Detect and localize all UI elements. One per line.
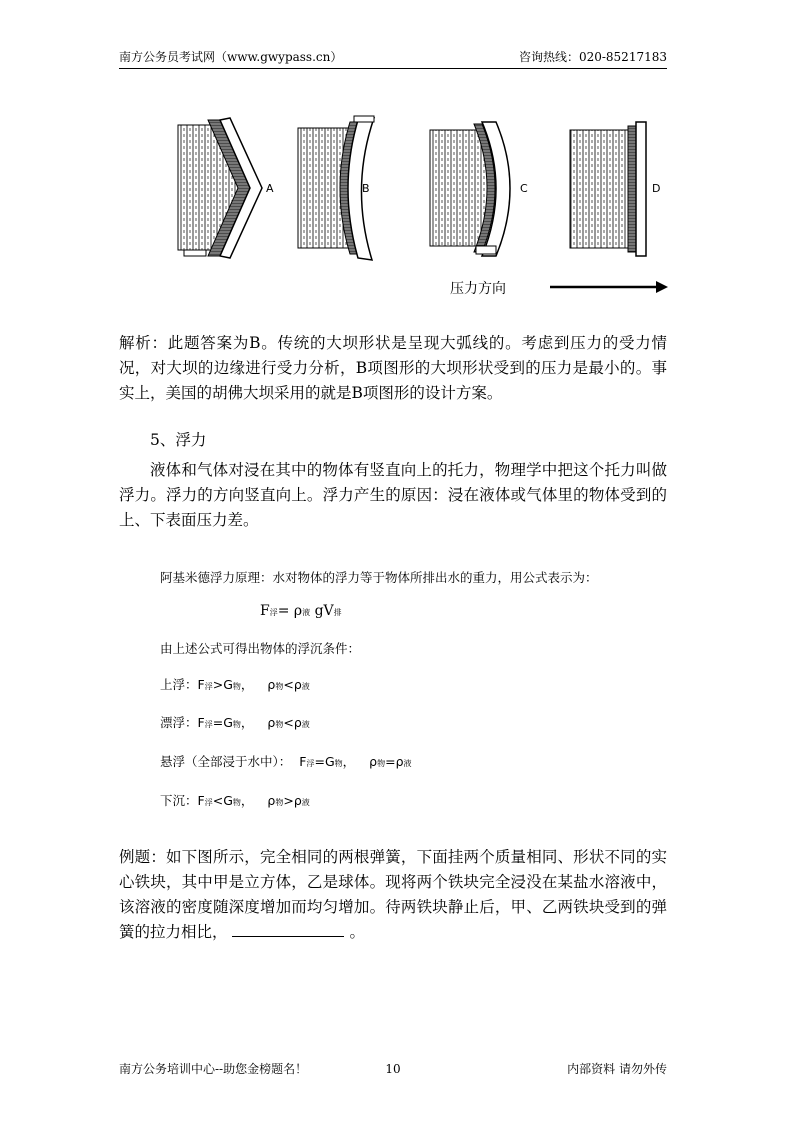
header-rule [119, 68, 667, 69]
example-text: 例题：如下图所示，完全相同的两根弹簧，下面挂两个质量相同、形状不同的实心铁块，其中甲是立方体，乙是球体。现将两个铁块完全浸没在某盐水溶液中，该溶液的密度随深度增加而均匀增加。待两铁块静止后，甲、乙两铁块受到的弹簧的拉力相比， [119, 848, 667, 941]
dam-c-label: C [520, 182, 528, 195]
pressure-direction-label: 压力方向 [450, 281, 506, 297]
section-heading: 5、浮力 [150, 431, 207, 449]
example-paragraph [119, 845, 667, 945]
dam-a [178, 118, 262, 258]
condition-row-suspend: 悬浮（全部浸于水中）： F浮=G物， ρ物=ρ液 [160, 754, 412, 769]
dam-d-label: D [652, 182, 661, 195]
condition-row-float: 漂浮：F浮=G物， ρ物<ρ液 [160, 715, 310, 730]
header-site-name: 南方公务员考试网（www.gwypass.cn） [119, 50, 343, 64]
dam-shapes-figure [150, 110, 670, 310]
section-paragraph: 液体和气体对浸在其中的物体有竖直向上的托力，物理学中把这个托力叫做浮力。浮力的方向竖直向上。浮力产生的原因：浸在液体或气体里的物体受到的上、下表面压力差。 [119, 461, 667, 529]
dam-a-label: A [266, 182, 274, 195]
page-number: 10 [385, 1062, 401, 1076]
example-end: 。 [349, 923, 366, 941]
dam-d [570, 122, 646, 256]
archimedes-principle: 阿基米德浮力原理：水对物体的浮力等于物体所排出水的重力，用公式表示为： [160, 570, 598, 585]
footer-notice: 内部资料 请勿外传 [567, 1062, 667, 1076]
answer-blank[interactable] [232, 922, 344, 937]
dam-b-label: B [362, 182, 370, 195]
buoyancy-formula-box [160, 565, 660, 825]
dam-c [430, 122, 510, 256]
header-hotline: 咨询热线：020-85217183 [518, 50, 667, 64]
condition-row-sink: 下沉：F浮<G物， ρ物>ρ液 [160, 793, 310, 808]
buoyancy-formula: F浮= ρ液 gV排 [260, 603, 342, 619]
pressure-arrow-icon [656, 281, 668, 293]
conditions-intro: 由上述公式可得出物体的浮沉条件： [160, 641, 361, 656]
footer-slogan: 南方公务培训中心--助您金榜题名！ [119, 1062, 308, 1076]
condition-row-rise: 上浮：F浮>G物， ρ物<ρ液 [160, 677, 310, 692]
analysis-paragraph: 解析：此题答案为B。传统的大坝形状是呈现大弧线的。考虑到压力的受力情况，对大坝的边缘进行受力分析，B项图形的大坝形状受到的压力是最小的。事实上，美国的胡佛大坝采用的就是B项图形的设计方案。 [119, 334, 667, 402]
